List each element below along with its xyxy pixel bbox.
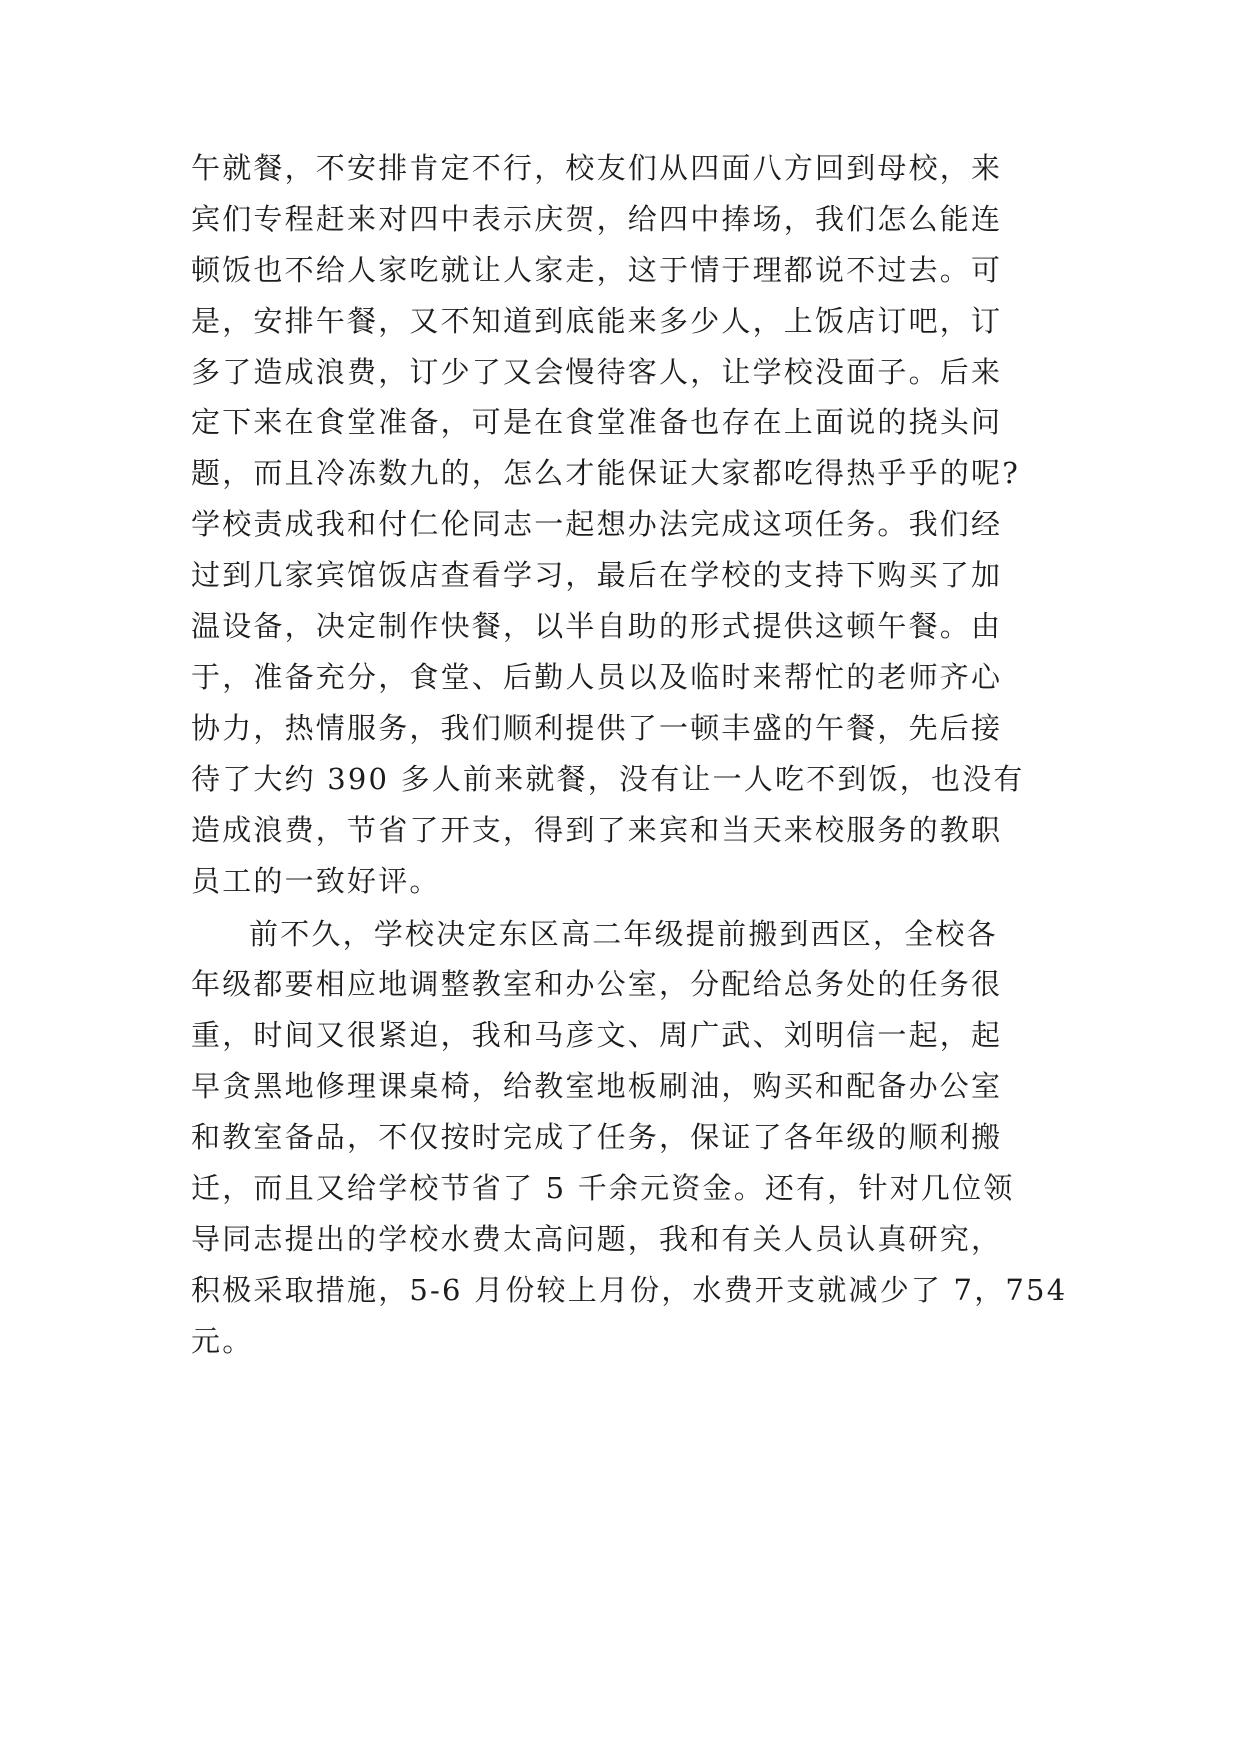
paragraph-1-line: 协力，热情服务，我们顺利提供了一顿丰盛的午餐，先后接 — [191, 711, 1003, 745]
paragraph-1-line: 温设备，决定制作快餐，以半自助的形式提供这顿午餐。由 — [191, 609, 1003, 643]
paragraph-1-line: 过到几家宾馆饭店查看学习，最后在学校的支持下购买了加 — [191, 558, 1003, 592]
paragraph-1-line: 员工的一致好评。 — [191, 864, 441, 898]
paragraph-2-line: 导同志提出的学校水费太高问题，我和有关人员认真研究， — [191, 1222, 1003, 1256]
paragraph-1-line: 定下来在食堂准备，可是在食堂准备也存在上面说的挠头问 — [191, 405, 1003, 439]
paragraph-2-line: 前不久，学校决定东区高二年级提前搬到西区，全校各 — [249, 917, 998, 951]
paragraph-2-line: 重，时间又很紧迫，我和马彦文、周广武、刘明信一起，起 — [191, 1018, 1003, 1052]
paragraph-1-line: 题，而且冷冻数九的，怎么才能保证大家都吃得热乎乎的呢? — [191, 456, 1020, 490]
paragraph-1-line: 午就餐，不安排肯定不行，校友们从四面八方回到母校，来 — [191, 151, 1003, 185]
paragraph-1-line: 宾们专程赶来对四中表示庆贺，给四中捧场，我们怎么能连 — [191, 202, 1003, 236]
paragraph-2-line: 年级都要相应地调整教室和办公室，分配给总务处的任务很 — [191, 967, 1003, 1001]
paragraph-1-line: 待了大约 390 多人前来就餐，没有让一人吃不到饭，也没有 — [191, 762, 1025, 796]
paragraph-2-line: 元。 — [191, 1324, 254, 1358]
paragraph-1-line: 是，安排午餐，又不知道到底能来多少人，上饭店订吧，订 — [191, 304, 1003, 338]
paragraph-2-line: 早贪黑地修理课桌椅，给教室地板刷油，购买和配备办公室 — [191, 1069, 1003, 1103]
paragraph-1-line: 造成浪费，节省了开支，得到了来宾和当天来校服务的教职 — [191, 813, 1003, 847]
paragraph-2-line: 积极采取措施，5-6 月份较上月份，水费开支就减少了 7，754 — [191, 1273, 1068, 1307]
paragraph-1-line: 于，准备充分，食堂、后勤人员以及临时来帮忙的老师齐心 — [191, 660, 1003, 694]
paragraph-1-line: 顿饭也不给人家吃就让人家走，这于情于理都说不过去。可 — [191, 253, 1003, 287]
paragraph-2-line: 迁，而且又给学校节省了 5 千余元资金。还有，针对几位领 — [191, 1171, 1015, 1205]
paragraph-1-line: 学校责成我和付仁伦同志一起想办法完成这项任务。我们经 — [191, 507, 1003, 541]
paragraph-2-line: 和教室备品，不仅按时完成了任务，保证了各年级的顺利搬 — [191, 1120, 1003, 1154]
paragraph-1-line: 多了造成浪费，订少了又会慢待客人，让学校没面子。后来 — [191, 355, 1003, 389]
